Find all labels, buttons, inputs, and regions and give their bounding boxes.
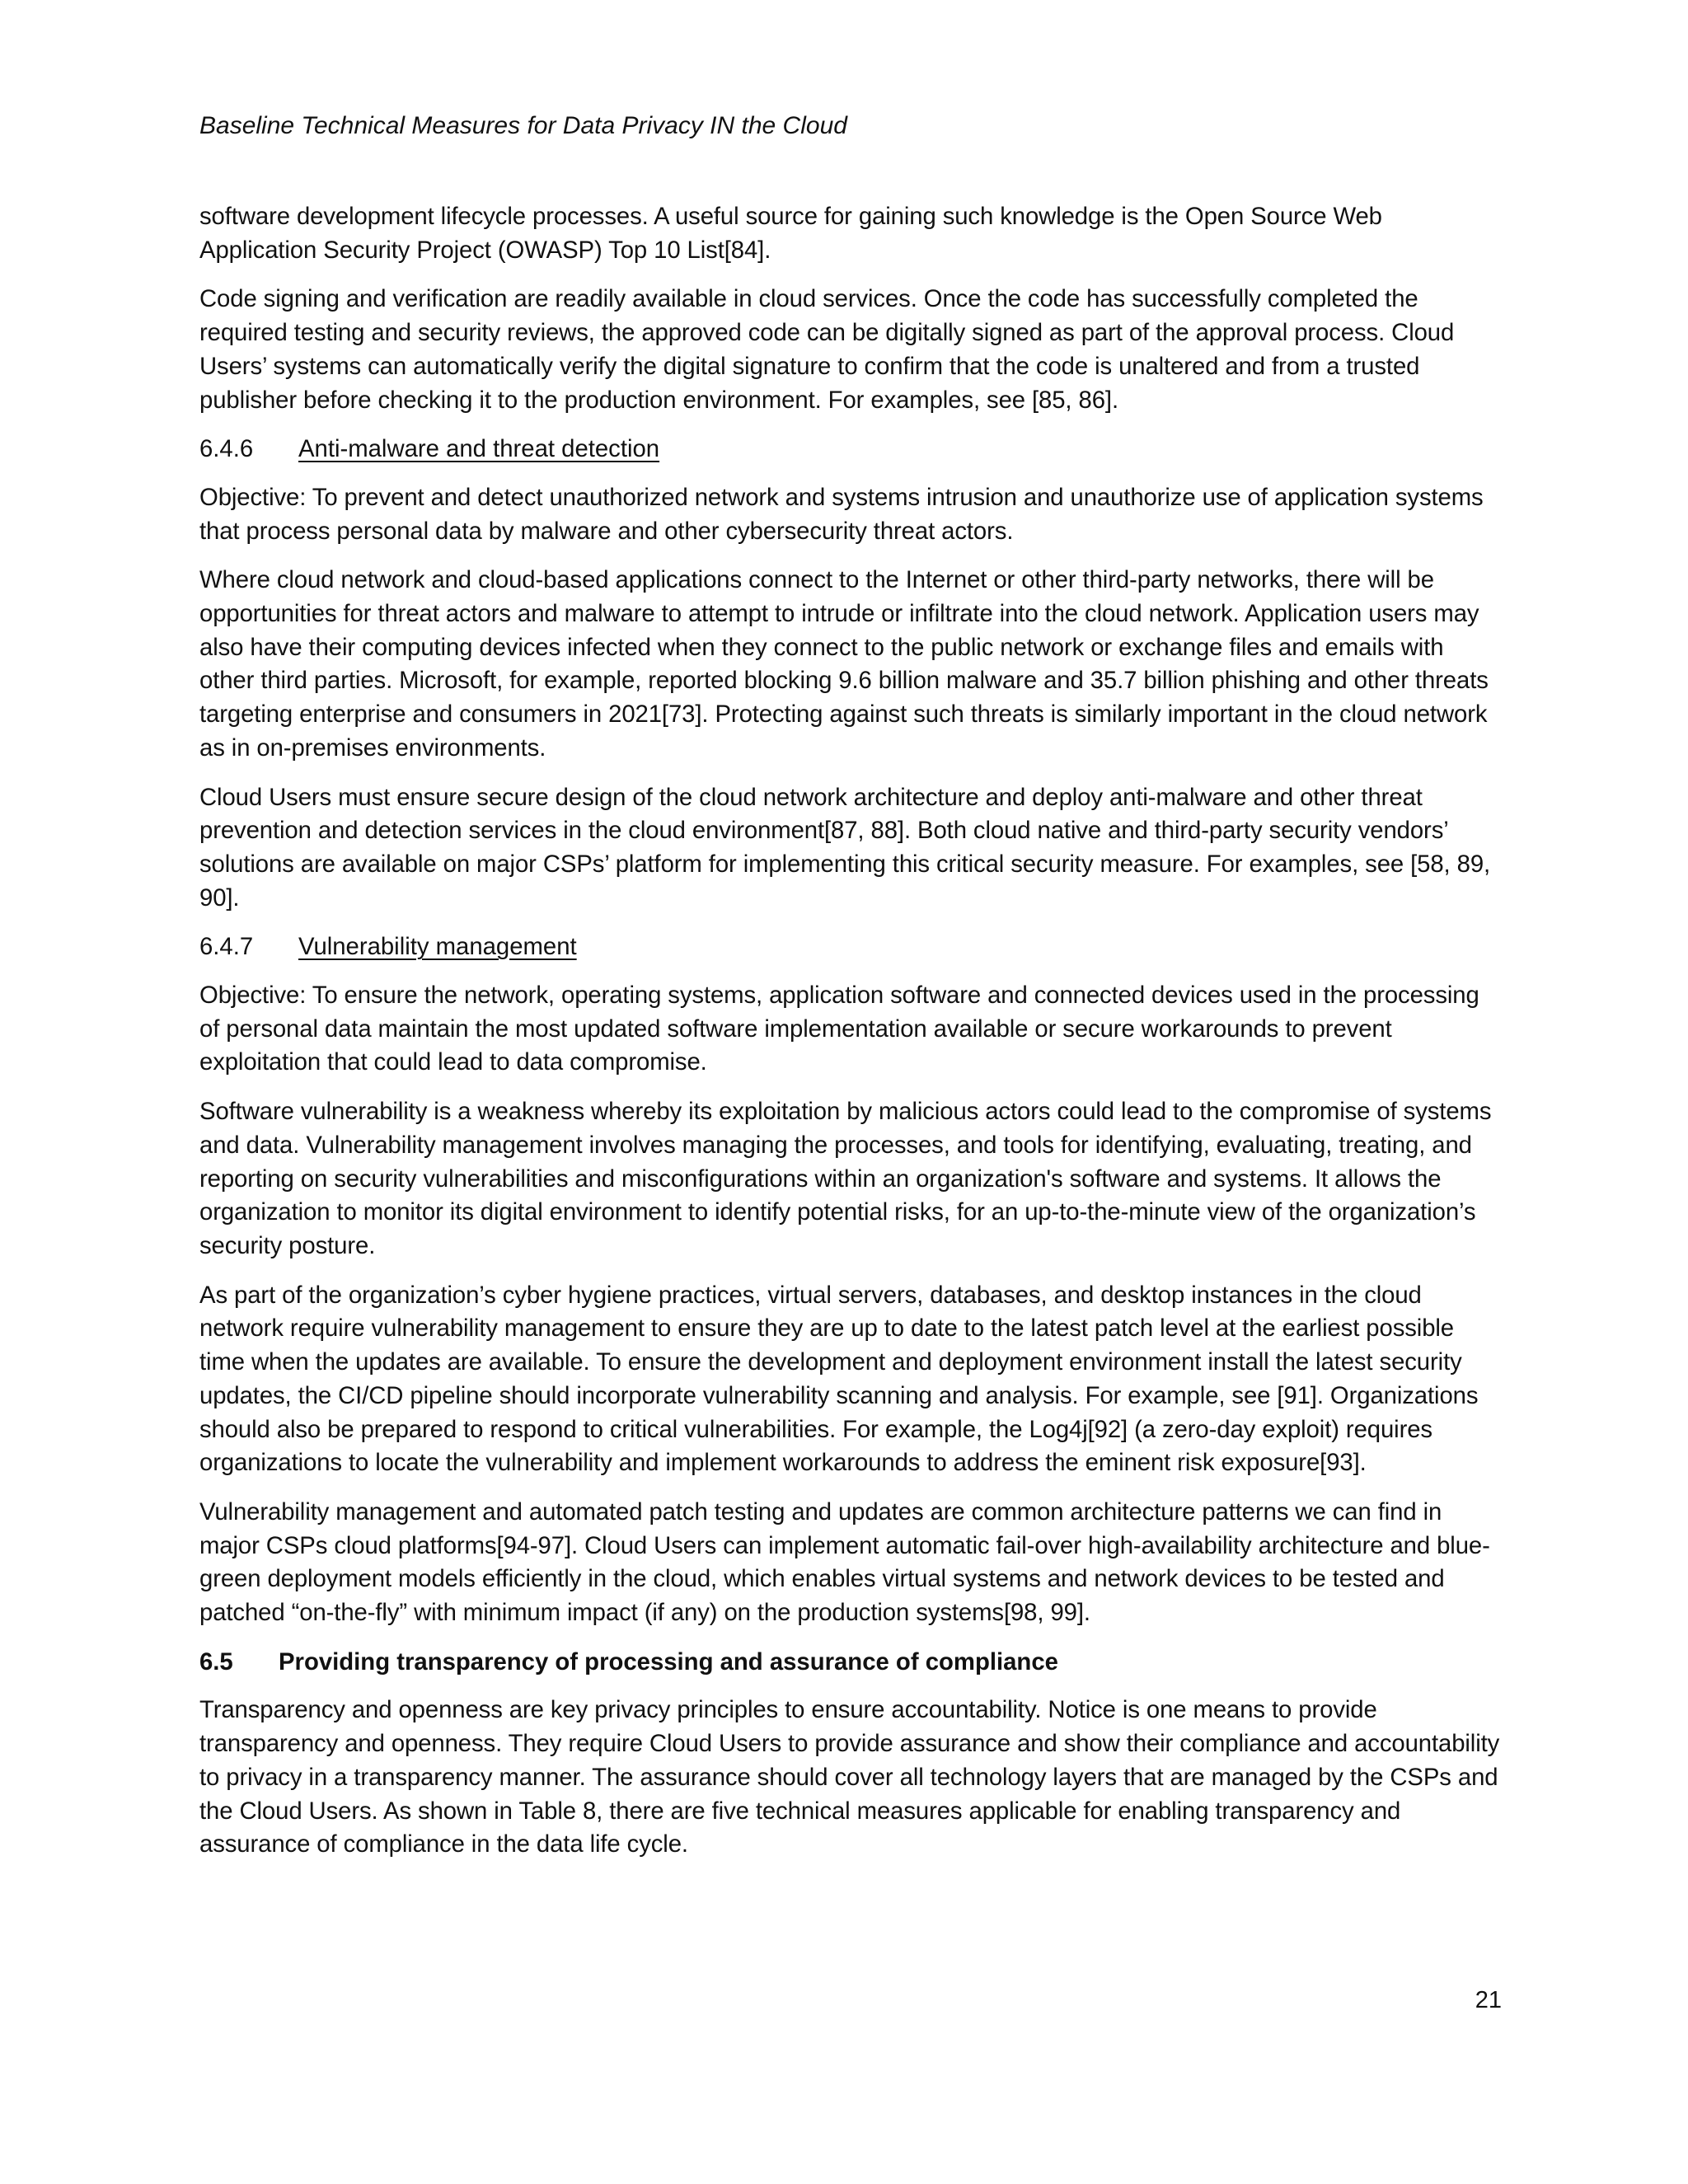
section-number: 6.4.7	[199, 933, 254, 961]
paragraph-secure-design: Cloud Users must ensure secure design of the cloud network architecture and deploy anti-malware and other threat prevention and detection services in the cloud environment[87, 88]. Both cloud native and third-party security vendors’ solutions are available on major CSPs’ platform for implementing this critical security measure. For examples, see [58, 89, 90].	[199, 783, 1491, 912]
section-title: Anti-malware and threat detection	[298, 435, 660, 463]
section-title: Vulnerability management	[298, 933, 577, 961]
paragraph-cyber-hygiene: As part of the organization’s cyber hygiene practices, virtual servers, databases, and desktop instances in the cloud network require vulnerability management to ensure they are up to date to the latest patch level at the earliest possible time when the updates are available. To ensure the development and deployment environment install the latest security updates, the CI/CD pipeline should incorporate vulnerability scanning and analysis. For example, see [91]. Organizations should also be prepared to respond to critical vulnerabilities. For example, the Log4j[92] (a zero-day exploit) requires organizations to locate the vulnerability and implement workarounds to address the eminent risk exposure[93].	[199, 1281, 1479, 1477]
page-number: 21	[1475, 1987, 1502, 2013]
section-number: 6.4.6	[199, 435, 254, 463]
running-header: Baseline Technical Measures for Data Privacy IN the Cloud	[199, 112, 847, 139]
section-number: 6.5	[199, 1647, 233, 1675]
paragraph-code-signing: Code signing and verification are readily available in cloud services. Once the code has successfully completed the required testing and security reviews, the approved code can be digitally signed as part of the approval process. Cloud Users’ systems can automatically verify the digital signature to confirm that the code is unaltered and from a trusted publisher before checking it to the production environment. For examples, see [85, 86].	[199, 285, 1455, 414]
section-title: Providing transparency of processing and assurance of compliance	[279, 1647, 1058, 1675]
paragraph-owasp: software development lifecycle processes. A useful source for gaining such knowledge is the Open Source Web Application Security Project (OWASP) Top 10 List[84].	[199, 203, 1382, 264]
paragraph-patch-testing: Vulnerability management and automated patch testing and updates are common architecture patterns we can find in major CSPs cloud platforms[94-97]. Cloud Users can implement automatic fail-over high-availability architecture and blue-green deployment models efficiently in the cloud, which enables virtual systems and network devices to be tested and patched “on-the-fly” with minimum impact (if any) on the production systems[98, 99].	[199, 1497, 1490, 1627]
paragraph-software-vulnerability: Software vulnerability is a weakness whereby its exploitation by malicious actors could lead to the compromise of systems and data. Vulnerability management involves managing the processes, and tools for identifying, evaluating, treating, and reporting on security vulnerabilities and misconfigurations within an organization's software and systems. It allows the organization to monitor its digital environment to identify potential risks, for an up-to-the-minute view of the organization’s security posture.	[199, 1098, 1492, 1259]
section-heading-6-4-6	[199, 433, 1502, 466]
section-heading-6-5	[199, 1646, 1502, 1680]
paragraph-transparency: Transparency and openness are key privacy principles to ensure accountability. Notice is one means to provide transparency and openness. They require Cloud Users to provide assurance and show their compliance and accountability to privacy in a transparency manner. The assurance should cover all technology layers that are managed by the CSPs and the Cloud Users. As shown in Table 8, there are five technical measures applicable for enabling transparency and assurance of compliance in the data life cycle.	[199, 1696, 1500, 1858]
paragraph-objective-anti-malware: Objective: To prevent and detect unauthorized network and systems intrusion and unauthorize use of application systems that process personal data by malware and other cybersecurity threat actors.	[199, 483, 1484, 545]
paragraph-objective-vulnerability: Objective: To ensure the network, operating systems, application software and connected devices used in the processing of personal data maintain the most updated software implementation available or secure workarounds to prevent exploitation that could lead to data compromise.	[199, 982, 1479, 1076]
section-heading-6-4-7	[199, 930, 1502, 964]
paragraph-threat-opportunities: Where cloud network and cloud-based applications connect to the Internet or other third-party networks, there will be opportunities for threat actors and malware to attempt to intrude or infiltrate into the cloud network. Application users may also have their computing devices infected when they connect to the public network or exchange files and emails with other third parties. Microsoft, for example, reported blocking 9.6 billion malware and 35.7 billion phishing and other threats targeting enterprise and consumers in 2021[73]. Protecting against such threats is similarly important in the cloud network as in on-premises environments.	[199, 566, 1489, 762]
page-body	[199, 200, 1502, 1877]
